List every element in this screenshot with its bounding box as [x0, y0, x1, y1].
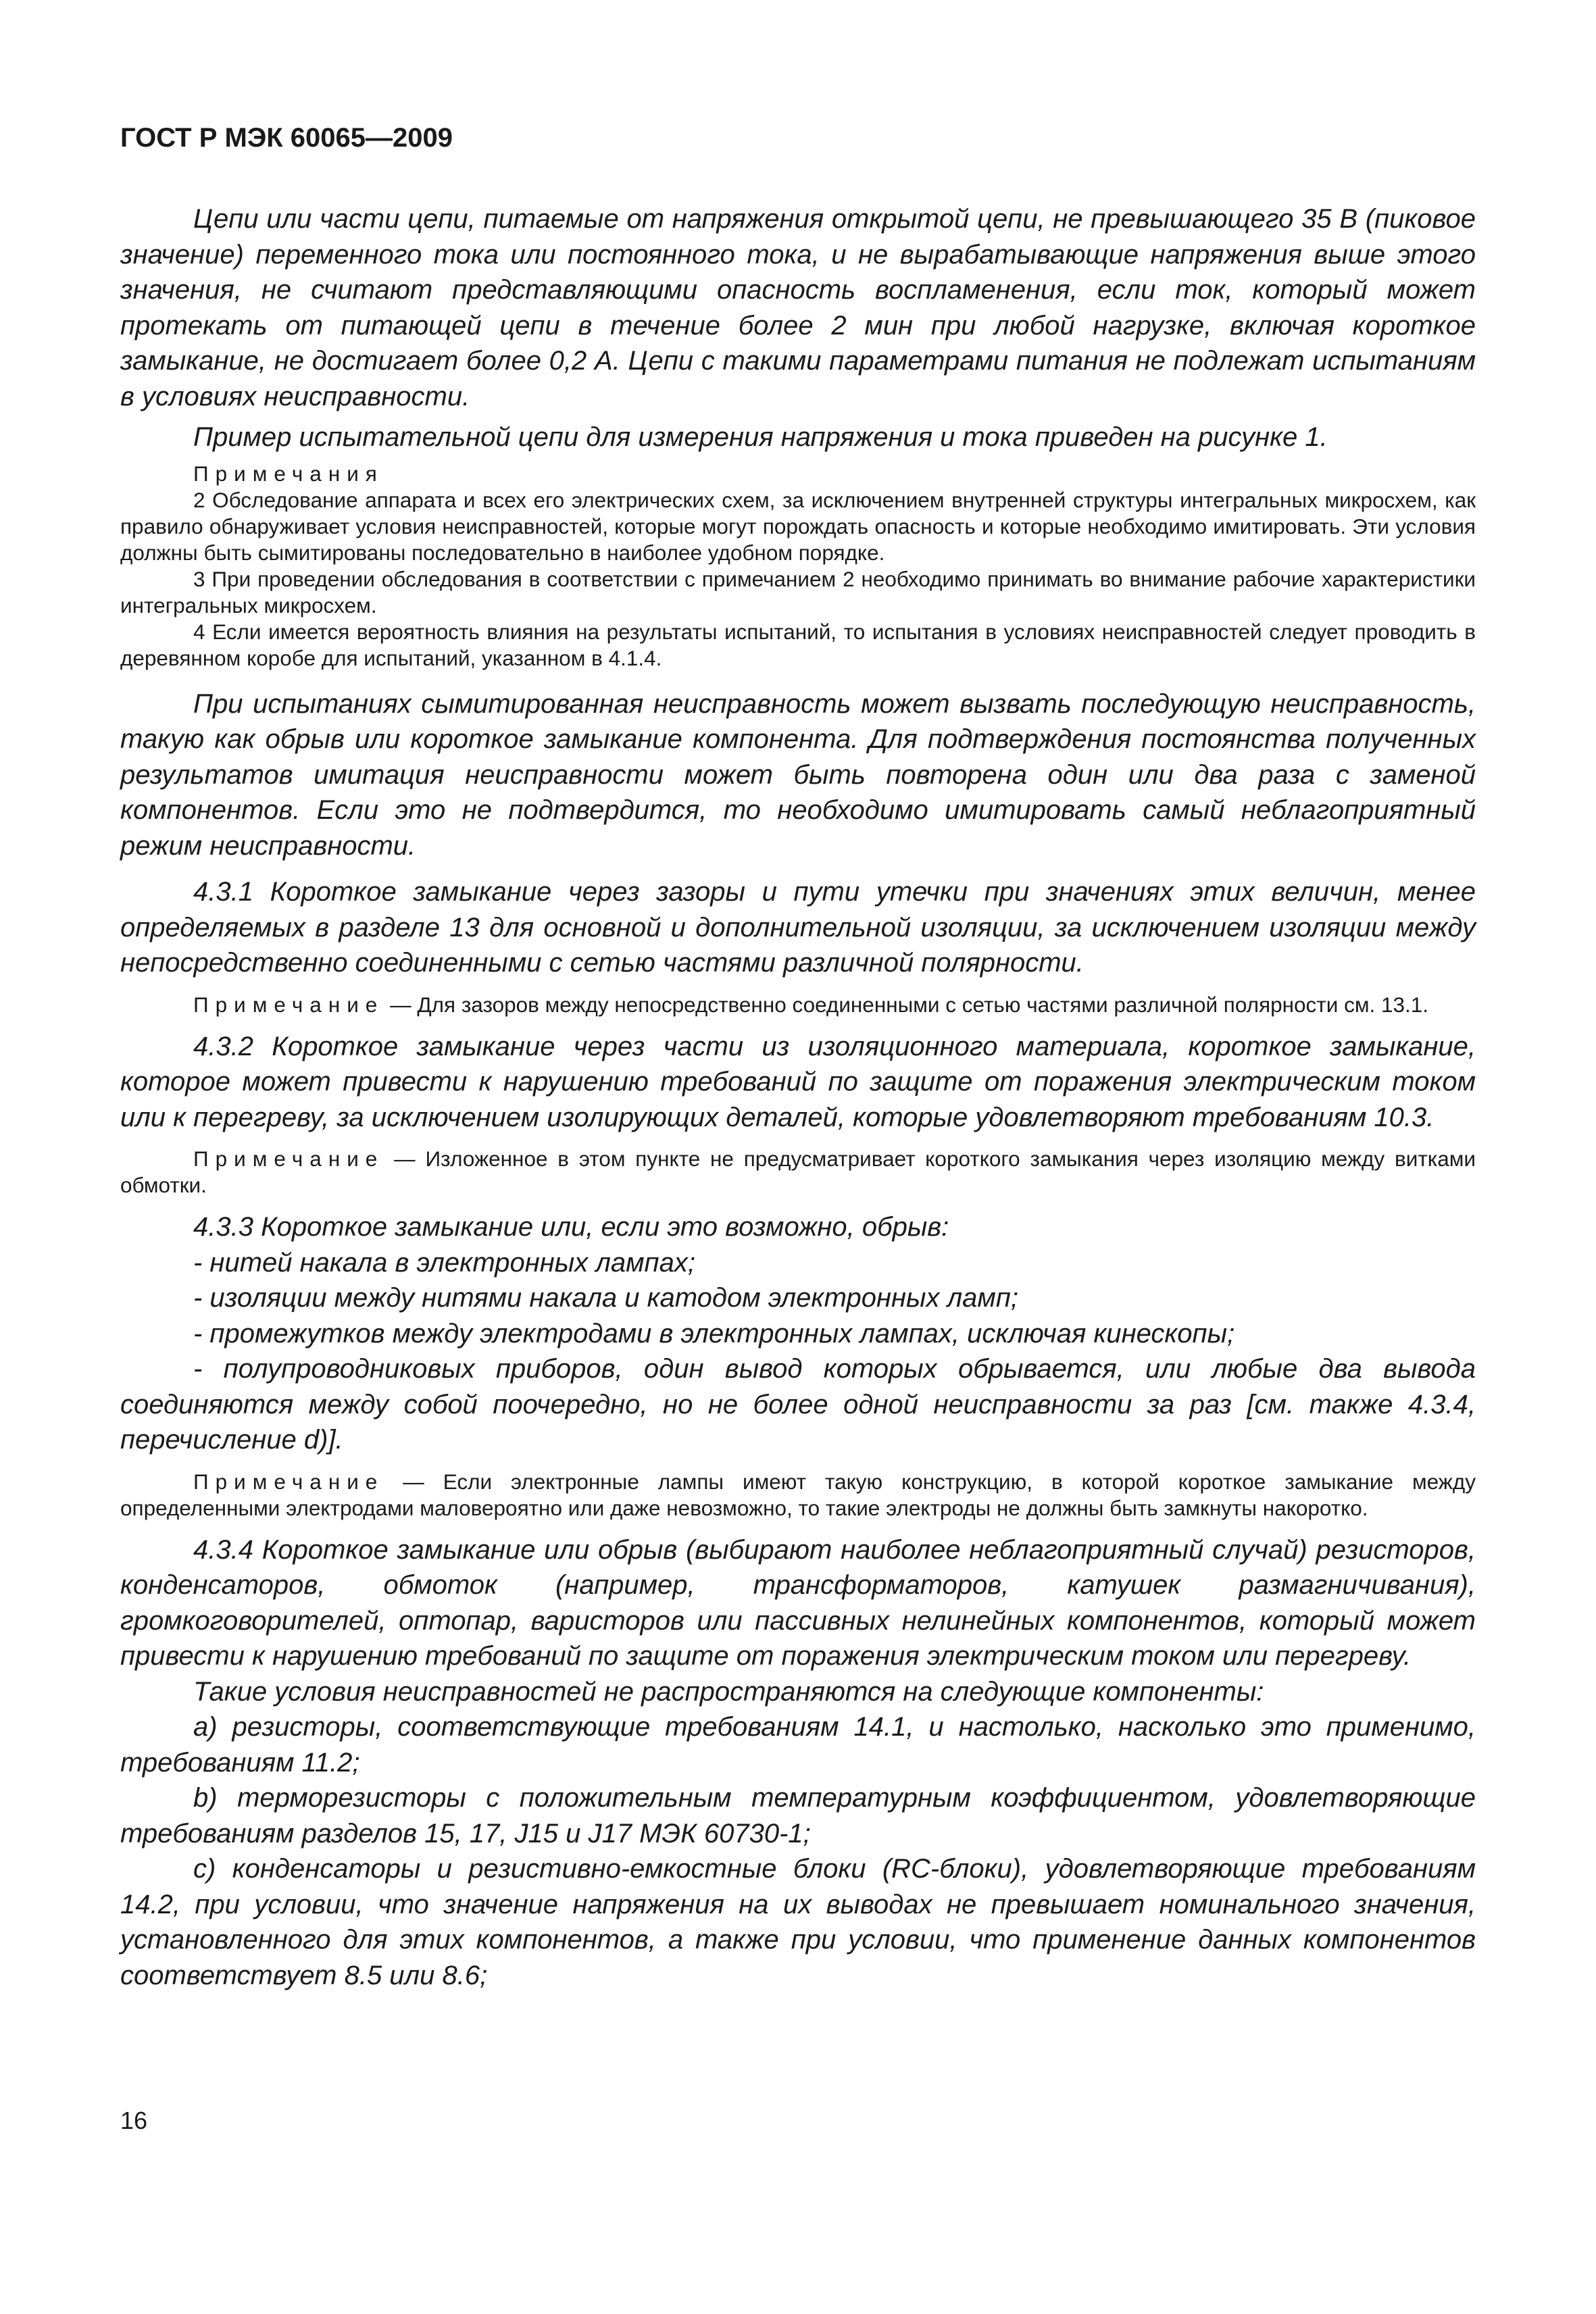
list-item: b) терморезисторы с положительным температурным коэффициентом, удовлетворяющие требованиям разделов 15, 17, J15 и J17 МЭК 60730-1;	[120, 1783, 1476, 1848]
note: 4 Если имеется вероятность влияния на результаты испытаний, то испытания в условиях неисправностей следует проводить в деревянном коробе для испытаний, указанном в 4.1.4.	[120, 619, 1476, 670]
list-item: - нитей накала в электронных лампах;	[193, 1247, 695, 1278]
clause-4-3-4: 4.3.4 Короткое замыкание или обрыв (выбирают наиболее неблагоприятный случай) резисторов, конденсаторов, обмоток (например, трансформаторов, катушек размагничивания), громкоговорителей, оптопар, варисторов или пассивных нелинейных компонентов, который может привести к нарушению требований по защите от поражения электрическим током или перегреву.	[120, 1534, 1476, 1671]
list-item: - промежутков между электродами в электронных лампах, исключая кинескопы;	[193, 1318, 1235, 1349]
note	[120, 992, 1476, 1018]
note	[120, 1146, 1476, 1199]
document-header: ГОСТ Р МЭК 60065—2009	[120, 123, 453, 153]
page-number: 16	[120, 2107, 148, 2134]
clause-4-3-1: 4.3.1 Короткое замыкание через зазоры и пути утечки при значениях этих величин, менее определяемых в разделе 13 для основной и дополнительной изоляции, за исключением изоляции между непосредственно соединенными с сетью частями различной полярности.	[120, 877, 1476, 978]
note	[120, 1469, 1476, 1521]
note-text: — Для зазоров между непосредственно соединенными с сетью частями различной полярности см. 13.1.	[390, 992, 1429, 1017]
list-item: c) конденсаторы и резистивно-емкостные блоки (RC-блоки), удовлетворяющие требованиям 14.2, при условии, что значение напряжения на их выводах не превышает номинального значения, установленного для этих компонентов, а также при условии, что применение данных компонентов соответствует 8.5 или 8.6;	[120, 1854, 1476, 1990]
paragraph: Цепи или части цепи, питаемые от напряжения открытой цепи, не превышающего 35 В (пиковое значение) переменного тока или постоянного тока, и не вырабатывающие напряжения выше этого значения, не считают представляющими опасность воспламенения, если ток, который может протекать от питающей цепи в течение более 2 мин при любой нагрузке, включая короткое замыкание, не достигает более 0,2 А. Цепи с такими параметрами питания не подлежат испытаниям в условиях неисправности.	[120, 204, 1476, 411]
paragraph: Такие условия неисправностей не распространяются на следующие компоненты:	[193, 1676, 1264, 1707]
page-body	[120, 201, 1476, 1993]
list-item: a) резисторы, соответствующие требованиям 14.1, и настолько, насколько это применимо, требованиям 11.2;	[120, 1712, 1476, 1778]
note: 3 При проведении обследования в соответствии с примечанием 2 необходимо принимать во внимание рабочие характеристики интегральных микросхем.	[120, 566, 1476, 618]
note: 2 Обследование аппарата и всех его электрических схем, за исключением внутренней структуры интегральных микросхем, как правило обнаруживает условия неисправностей, которые могут порождать опасность и которые необходимо имитировать. Эти условия должны быть сымитированы последовательно в наиболее удобном порядке.	[120, 487, 1476, 565]
note-label: Примечание	[193, 992, 384, 1017]
note-label: Примечание	[193, 1147, 384, 1171]
note-text: — Изложенное в этом пункте не предусматривает короткого замыкания через изоляцию между витками обмотки.	[120, 1147, 1476, 1197]
paragraph: При испытаниях сымитированная неисправность может вызвать последующую неисправность, такую как обрыв или короткое замыкание компонента. Для подтверждения постоянства полученных результатов имитация неисправности может быть повторена один или два раза с заменой компонентов. Если это не подтвердится, то необходимо имитировать самый неблагоприятный режим неисправности.	[120, 688, 1476, 861]
list-item: - изоляции между нитями накала и катодом электронных ламп;	[193, 1283, 1018, 1313]
paragraph: Пример испытательной цепи для измерения напряжения и тока приведен на рисунке 1.	[193, 422, 1328, 452]
note-text: — Если электронные лампы имеют такую конструкцию, в которой короткое замыкание между определенными электродами маловероятно или даже невозможно, то такие электроды не должны быть замкнуты накоротко.	[120, 1469, 1476, 1520]
clause-4-3-3: 4.3.3 Короткое замыкание или, если это возможно, обрыв:	[193, 1212, 949, 1242]
clause-4-3-2: 4.3.2 Короткое замыкание через части из изоляционного материала, короткое замыкание, которое может привести к нарушению требований по защите от поражения электрическим током или к перегреву, за исключением изолирующих деталей, которые удовлетворяют требованиям 10.3.	[120, 1031, 1476, 1132]
notes-heading: Примечания	[193, 461, 384, 486]
list-item: - полупроводниковых приборов, один вывод которых обрывается, или любые два вывода соединяются между собой поочередно, но не более одной неисправности за раз [см. также 4.3.4, перечисление d)].	[120, 1354, 1476, 1455]
note-label: Примечание	[193, 1469, 384, 1494]
